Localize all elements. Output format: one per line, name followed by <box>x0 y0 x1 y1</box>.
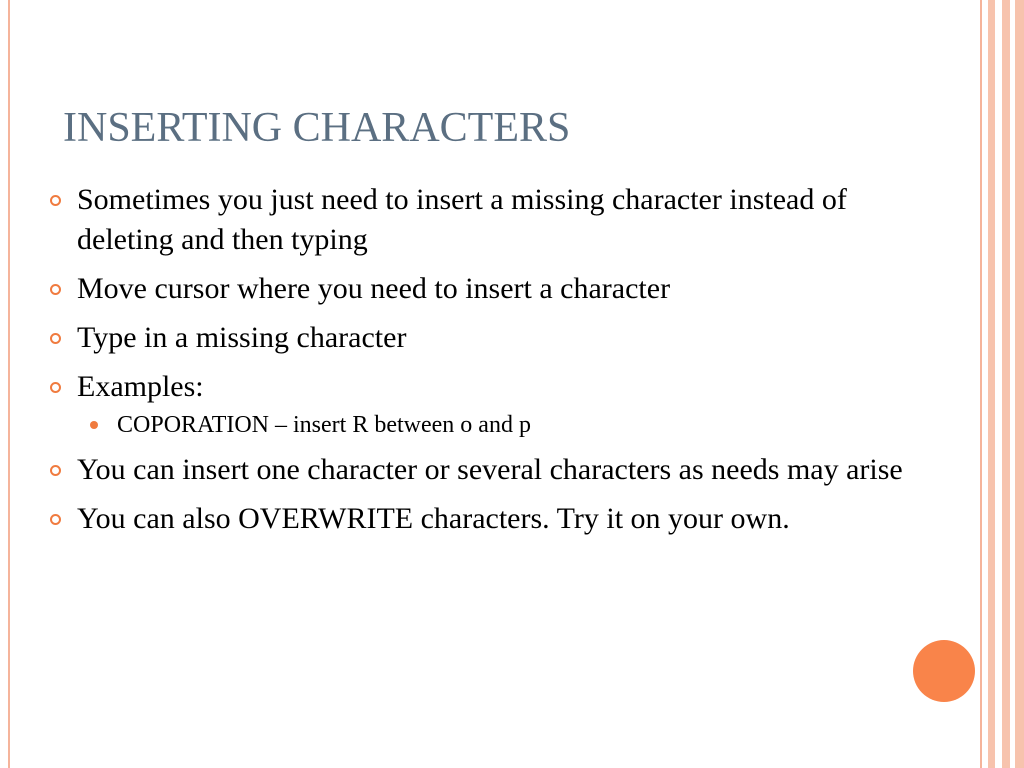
bullet-text: You can also OVERWRITE characters. Try it on your own. <box>77 502 790 535</box>
sub-bullet-text: COPORATION – insert R between o and p <box>117 412 531 438</box>
sub-bullet-item <box>48 410 948 440</box>
bullet-text: Type in a missing character <box>77 321 407 354</box>
bullet-item <box>48 180 948 260</box>
bullet-text: Move cursor where you need to insert a character <box>77 272 671 305</box>
bullet-ring-icon <box>50 284 61 295</box>
bullet-item <box>48 499 948 539</box>
decorative-circle <box>913 640 975 702</box>
right-frame-line-4 <box>1015 0 1024 768</box>
bullet-text: Examples: <box>77 370 204 403</box>
right-frame-line-1 <box>980 0 982 768</box>
bullet-ring-icon <box>50 382 61 393</box>
left-frame-line <box>8 0 10 768</box>
bullet-text: Sometimes you just need to insert a missing character instead of deleting and then typing <box>77 183 847 256</box>
slide-title: INSERTING CHARACTERS <box>63 105 571 151</box>
bullet-item <box>48 269 948 309</box>
sub-bullet-dot-icon <box>90 421 98 429</box>
bullet-item <box>48 318 948 358</box>
bullet-ring-icon <box>50 514 61 525</box>
right-frame-line-2 <box>988 0 995 768</box>
bullet-list <box>48 180 948 548</box>
bullet-ring-icon <box>50 465 61 476</box>
bullet-item <box>48 367 948 407</box>
bullet-item <box>48 450 948 490</box>
right-frame-line-3 <box>1002 0 1010 768</box>
bullet-text: You can insert one character or several characters as needs may arise <box>77 453 903 486</box>
bullet-ring-icon <box>50 195 61 206</box>
bullet-ring-icon <box>50 333 61 344</box>
